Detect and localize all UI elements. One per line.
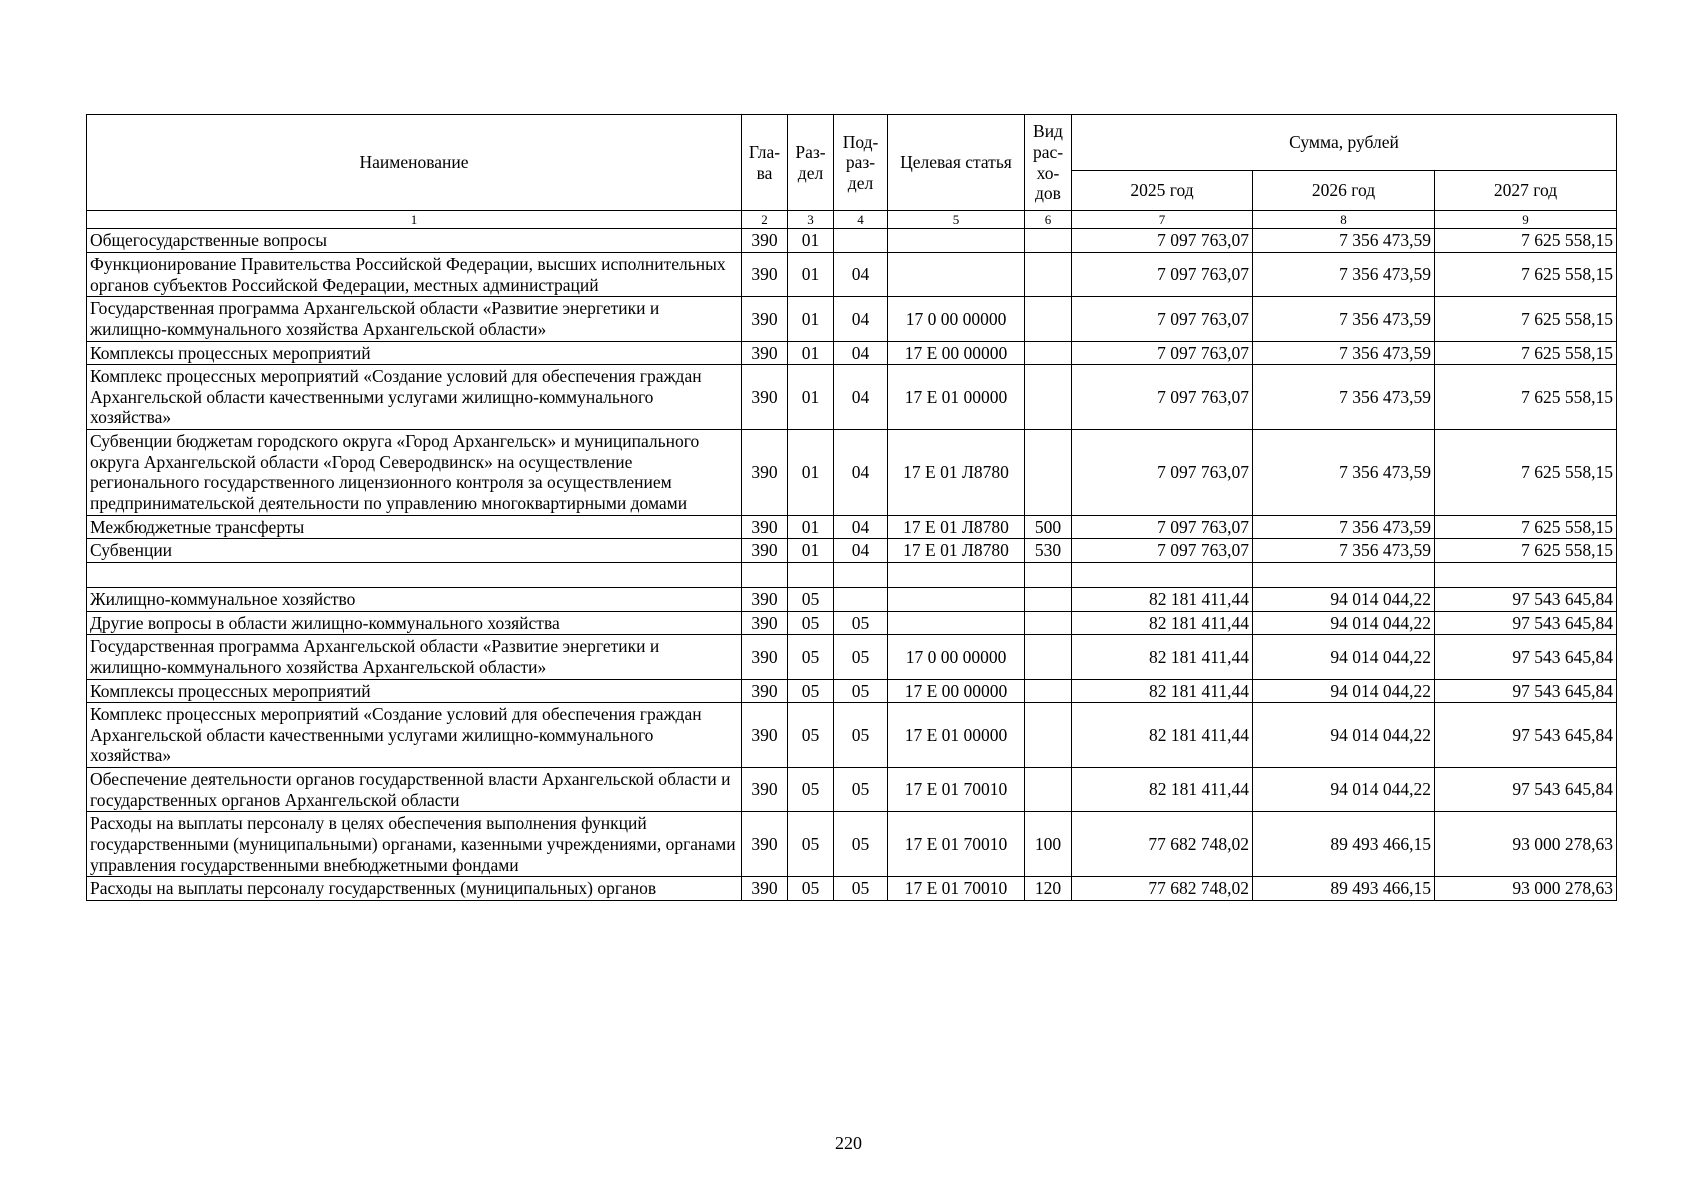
col-number: 4: [834, 211, 888, 229]
table-row: [87, 812, 1617, 877]
table-row: [87, 341, 1617, 365]
cell-expense-type: [1025, 341, 1072, 365]
cell-name: Обеспечение деятельности органов государственной власти Архангельской области и государственных органов Архангельской области: [87, 768, 742, 812]
table-row: [87, 679, 1617, 703]
cell-expense-type: [1025, 703, 1072, 768]
col-number: 5: [888, 211, 1025, 229]
cell-expense-type: 120: [1025, 877, 1072, 901]
table-row: [87, 587, 1617, 611]
cell-sum-2027: 97 543 645,84: [1435, 768, 1617, 812]
cell-section: 05: [788, 812, 834, 877]
cell-expense-type: [1025, 229, 1072, 253]
cell-sum-2025: 82 181 411,44: [1072, 611, 1253, 635]
cell-subsection: 05: [834, 611, 888, 635]
header-section: Раз-дел: [788, 115, 834, 211]
header-sum-group: Сумма, рублей: [1072, 115, 1617, 171]
cell-sum-2026: 7 356 473,59: [1253, 229, 1435, 253]
cell-target: [888, 229, 1025, 253]
cell-subsection: 05: [834, 703, 888, 768]
header-expense-type: Вид рас-хо-дов: [1025, 115, 1072, 211]
cell-target: [888, 252, 1025, 296]
cell-subsection: 04: [834, 539, 888, 563]
cell-sum-2027: 7 625 558,15: [1435, 341, 1617, 365]
cell-section: 05: [788, 679, 834, 703]
cell-chapter: 390: [742, 703, 788, 768]
cell-sum-2027: 97 543 645,84: [1435, 703, 1617, 768]
cell-chapter: 390: [742, 430, 788, 516]
cell-chapter: 390: [742, 365, 788, 430]
cell-expense-type: [1025, 611, 1072, 635]
cell-expense-type: 530: [1025, 539, 1072, 563]
cell-sum-2026: 94 014 044,22: [1253, 611, 1435, 635]
cell-sum-2025: 7 097 763,07: [1072, 341, 1253, 365]
cell-sum-2025: 7 097 763,07: [1072, 252, 1253, 296]
cell-sum-2025: 7 097 763,07: [1072, 365, 1253, 430]
cell-name: Функционирование Правительства Российской Федерации, высших исполнительных органов субъектов Российской Федерации, местных администраций: [87, 252, 742, 296]
cell-chapter: 390: [742, 768, 788, 812]
col-number: 3: [788, 211, 834, 229]
cell-target: 17 Е 01 70010: [888, 812, 1025, 877]
cell-sum-2027: 7 625 558,15: [1435, 252, 1617, 296]
cell-chapter: 390: [742, 587, 788, 611]
cell-chapter: 390: [742, 297, 788, 341]
cell-expense-type: [1025, 365, 1072, 430]
cell-sum-2025: 7 097 763,07: [1072, 229, 1253, 253]
cell-target: 17 Е 01 70010: [888, 877, 1025, 901]
cell-expense-type: [1025, 679, 1072, 703]
cell-subsection: 05: [834, 635, 888, 679]
cell-sum-2027: 7 625 558,15: [1435, 539, 1617, 563]
cell-section: 01: [788, 229, 834, 253]
cell-section: 05: [788, 635, 834, 679]
cell-section: 05: [788, 703, 834, 768]
cell-section: 05: [788, 611, 834, 635]
cell-subsection: 04: [834, 365, 888, 430]
cell-sum-2027: 7 625 558,15: [1435, 515, 1617, 539]
header-name: Наименование: [87, 115, 742, 211]
cell-expense-type: 100: [1025, 812, 1072, 877]
cell-sum-2027: 93 000 278,63: [1435, 877, 1617, 901]
cell-subsection: 04: [834, 515, 888, 539]
cell-name: Общегосударственные вопросы: [87, 229, 742, 253]
table-body: [87, 229, 1617, 901]
cell-sum-2026: 7 356 473,59: [1253, 297, 1435, 341]
cell-sum-2025: 7 097 763,07: [1072, 430, 1253, 516]
col-number: 6: [1025, 211, 1072, 229]
cell-sum-2025: 7 097 763,07: [1072, 515, 1253, 539]
col-number: 8: [1253, 211, 1435, 229]
cell-sum-2026: 94 014 044,22: [1253, 768, 1435, 812]
cell-sum-2027: 97 543 645,84: [1435, 679, 1617, 703]
table-row: [87, 768, 1617, 812]
cell-target: 17 0 00 00000: [888, 297, 1025, 341]
cell-sum-2025: 82 181 411,44: [1072, 587, 1253, 611]
cell-section: [788, 562, 834, 587]
cell-section: 01: [788, 252, 834, 296]
cell-target: 17 Е 00 00000: [888, 341, 1025, 365]
cell-expense-type: [1025, 430, 1072, 516]
cell-chapter: 390: [742, 812, 788, 877]
table-row: [87, 252, 1617, 296]
cell-section: 05: [788, 768, 834, 812]
cell-sum-2026: [1253, 562, 1435, 587]
cell-chapter: 390: [742, 635, 788, 679]
col-number: 1: [87, 211, 742, 229]
header-year-2026: 2026 год: [1253, 171, 1435, 211]
cell-name: Субвенции бюджетам городского округа «Город Архангельск» и муниципального округа Архангельской области «Город Северодвинск» на осуществление регионального государственного лицензионного контроля за осуществлением предпринимательской деятельности по управлению многоквартирными домами: [87, 430, 742, 516]
cell-name: Жилищно-коммунальное хозяйство: [87, 587, 742, 611]
cell-subsection: 04: [834, 252, 888, 296]
cell-section: 01: [788, 341, 834, 365]
cell-name: Государственная программа Архангельской области «Развитие энергетики и жилищно-коммунального хозяйства Архангельской области»: [87, 297, 742, 341]
cell-target: 17 Е 01 Л8780: [888, 430, 1025, 516]
cell-sum-2026: 7 356 473,59: [1253, 341, 1435, 365]
cell-sum-2026: 7 356 473,59: [1253, 365, 1435, 430]
cell-target: [888, 611, 1025, 635]
cell-name: Другие вопросы в области жилищно-коммунального хозяйства: [87, 611, 742, 635]
cell-sum-2025: 82 181 411,44: [1072, 703, 1253, 768]
cell-chapter: 390: [742, 679, 788, 703]
cell-subsection: [834, 229, 888, 253]
table-row: [87, 877, 1617, 901]
cell-sum-2025: 82 181 411,44: [1072, 768, 1253, 812]
cell-name: [87, 562, 742, 587]
cell-sum-2025: 82 181 411,44: [1072, 635, 1253, 679]
cell-sum-2027: 7 625 558,15: [1435, 365, 1617, 430]
cell-target: 17 Е 01 00000: [888, 365, 1025, 430]
cell-subsection: 04: [834, 430, 888, 516]
table-row: [87, 635, 1617, 679]
cell-name: Субвенции: [87, 539, 742, 563]
cell-expense-type: [1025, 297, 1072, 341]
cell-sum-2027: 97 543 645,84: [1435, 587, 1617, 611]
cell-chapter: 390: [742, 877, 788, 901]
table-row: [87, 539, 1617, 563]
cell-sum-2027: 97 543 645,84: [1435, 611, 1617, 635]
cell-name: Комплексы процессных мероприятий: [87, 679, 742, 703]
cell-subsection: 04: [834, 297, 888, 341]
cell-expense-type: [1025, 768, 1072, 812]
cell-chapter: 390: [742, 229, 788, 253]
header-subsection: Под-раз-дел: [834, 115, 888, 211]
cell-name: Межбюджетные трансферты: [87, 515, 742, 539]
cell-name: Комплексы процессных мероприятий: [87, 341, 742, 365]
cell-sum-2026: 94 014 044,22: [1253, 587, 1435, 611]
cell-sum-2025: 7 097 763,07: [1072, 539, 1253, 563]
cell-chapter: 390: [742, 611, 788, 635]
cell-subsection: 05: [834, 679, 888, 703]
cell-sum-2026: 89 493 466,15: [1253, 812, 1435, 877]
cell-chapter: [742, 562, 788, 587]
cell-sum-2026: 7 356 473,59: [1253, 252, 1435, 296]
table-row: [87, 703, 1617, 768]
header-year-2025: 2025 год: [1072, 171, 1253, 211]
cell-expense-type: 500: [1025, 515, 1072, 539]
cell-subsection: 04: [834, 341, 888, 365]
cell-subsection: 05: [834, 877, 888, 901]
cell-target: 17 Е 01 70010: [888, 768, 1025, 812]
table-row: [87, 562, 1617, 587]
col-number: 7: [1072, 211, 1253, 229]
cell-sum-2025: 7 097 763,07: [1072, 297, 1253, 341]
cell-sum-2025: 77 682 748,02: [1072, 812, 1253, 877]
cell-expense-type: [1025, 635, 1072, 679]
cell-sum-2026: 7 356 473,59: [1253, 515, 1435, 539]
table-row: [87, 297, 1617, 341]
table-row: [87, 611, 1617, 635]
cell-sum-2026: 7 356 473,59: [1253, 430, 1435, 516]
cell-section: 01: [788, 297, 834, 341]
cell-chapter: 390: [742, 341, 788, 365]
cell-name: Расходы на выплаты персоналу в целях обеспечения выполнения функций государственными (муниципальными) органами, казенными учреждениями, органами управления государственными внебюджетными фондами: [87, 812, 742, 877]
cell-subsection: 05: [834, 768, 888, 812]
table-row: [87, 430, 1617, 516]
cell-sum-2025: 82 181 411,44: [1072, 679, 1253, 703]
table-row: [87, 229, 1617, 253]
table-row: [87, 515, 1617, 539]
cell-subsection: [834, 562, 888, 587]
cell-section: 05: [788, 877, 834, 901]
cell-sum-2027: 93 000 278,63: [1435, 812, 1617, 877]
cell-sum-2027: 7 625 558,15: [1435, 430, 1617, 516]
budget-table: [86, 114, 1617, 901]
col-number: 9: [1435, 211, 1617, 229]
cell-subsection: [834, 587, 888, 611]
cell-sum-2027: [1435, 562, 1617, 587]
cell-chapter: 390: [742, 539, 788, 563]
cell-name: Комплекс процессных мероприятий «Создание условий для обеспечения граждан Архангельской области качественными услугами жилищно-коммунального хозяйства»: [87, 365, 742, 430]
page-number: 220: [835, 1133, 862, 1153]
header-target: Целевая статья: [888, 115, 1025, 211]
header-year-2027: 2027 год: [1435, 171, 1617, 211]
cell-target: [888, 562, 1025, 587]
cell-section: 01: [788, 539, 834, 563]
cell-section: 05: [788, 587, 834, 611]
cell-sum-2027: 7 625 558,15: [1435, 297, 1617, 341]
table-row: [87, 365, 1617, 430]
cell-sum-2027: 97 543 645,84: [1435, 635, 1617, 679]
cell-name: Государственная программа Архангельской области «Развитие энергетики и жилищно-коммунального хозяйства Архангельской области»: [87, 635, 742, 679]
cell-target: 17 Е 01 00000: [888, 703, 1025, 768]
cell-target: 17 Е 01 Л8780: [888, 515, 1025, 539]
cell-name: Комплекс процессных мероприятий «Создание условий для обеспечения граждан Архангельской области качественными услугами жилищно-коммунального хозяйства»: [87, 703, 742, 768]
cell-sum-2026: 94 014 044,22: [1253, 635, 1435, 679]
cell-sum-2026: 94 014 044,22: [1253, 703, 1435, 768]
cell-sum-2026: 89 493 466,15: [1253, 877, 1435, 901]
cell-expense-type: [1025, 562, 1072, 587]
cell-target: [888, 587, 1025, 611]
col-number: 2: [742, 211, 788, 229]
cell-sum-2025: 77 682 748,02: [1072, 877, 1253, 901]
cell-section: 01: [788, 515, 834, 539]
cell-sum-2027: 7 625 558,15: [1435, 229, 1617, 253]
cell-expense-type: [1025, 252, 1072, 296]
cell-sum-2026: 7 356 473,59: [1253, 539, 1435, 563]
cell-name: Расходы на выплаты персоналу государственных (муниципальных) органов: [87, 877, 742, 901]
cell-chapter: 390: [742, 515, 788, 539]
cell-subsection: 05: [834, 812, 888, 877]
cell-sum-2025: [1072, 562, 1253, 587]
header-chapter: Гла-ва: [742, 115, 788, 211]
cell-target: 17 Е 01 Л8780: [888, 539, 1025, 563]
cell-expense-type: [1025, 587, 1072, 611]
cell-section: 01: [788, 365, 834, 430]
cell-section: 01: [788, 430, 834, 516]
column-number-row: [87, 211, 1617, 229]
cell-target: 17 0 00 00000: [888, 635, 1025, 679]
cell-chapter: 390: [742, 252, 788, 296]
table-header: [87, 115, 1617, 229]
cell-sum-2026: 94 014 044,22: [1253, 679, 1435, 703]
cell-target: 17 Е 00 00000: [888, 679, 1025, 703]
